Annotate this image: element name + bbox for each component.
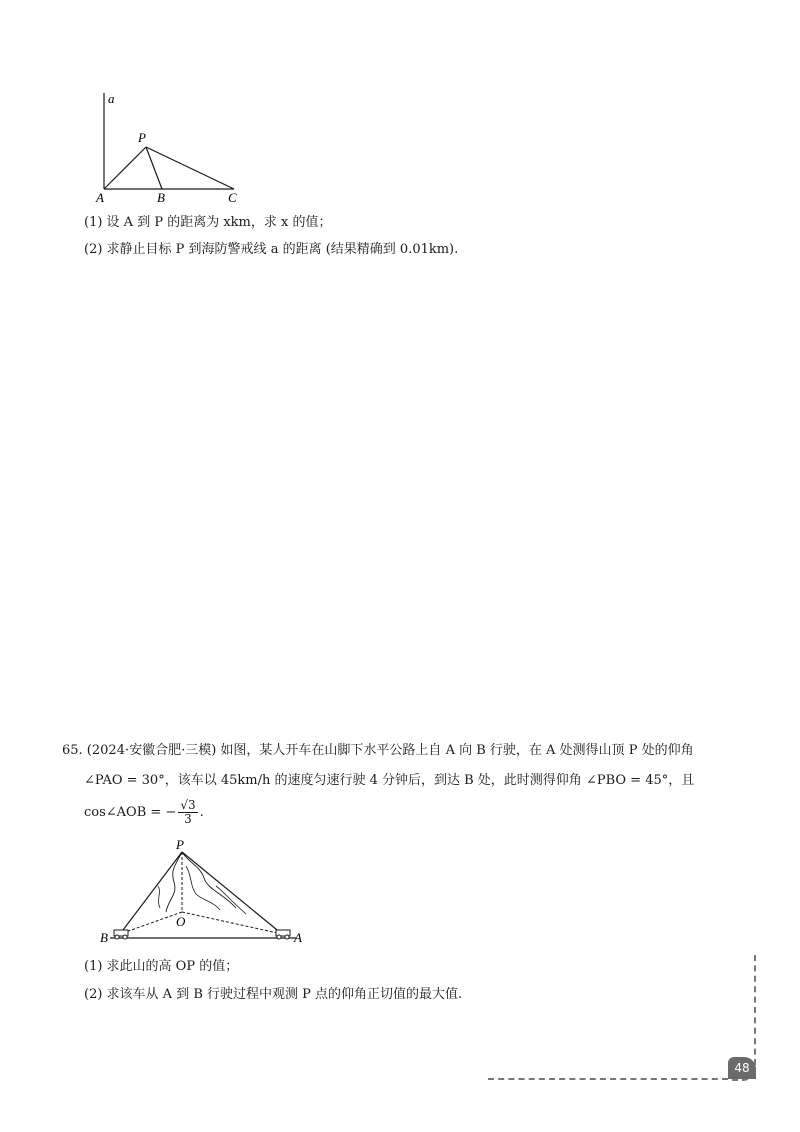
part2-question-2: (2) 求该车从 A 到 B 行驶过程中观测 P 点的仰角正切值的最大值. bbox=[84, 987, 463, 1002]
label-A: A bbox=[294, 930, 302, 945]
segment-ap bbox=[104, 147, 146, 189]
dashed-border-right bbox=[754, 955, 756, 1065]
label-B: B bbox=[157, 190, 165, 205]
figure-mountain bbox=[96, 836, 316, 951]
segment-pa bbox=[182, 852, 282, 934]
problem-65-line-3 bbox=[84, 799, 204, 826]
fraction-sqrt3-over-3 bbox=[178, 799, 197, 826]
line-end-period: . bbox=[199, 804, 204, 820]
problem-65-line-1: 65. (2024·安徽合肥·三模) 如图，某人开车在山脚下水平公路上自 A 向 B 行驶，在 A 处测得山顶 P 处的仰角 bbox=[62, 743, 694, 758]
mountain-ridge-left bbox=[166, 852, 182, 912]
cos-expression: cos∠AOB = − bbox=[84, 804, 177, 820]
label-A: A bbox=[96, 190, 104, 205]
mountain-ridge-middle bbox=[186, 866, 220, 910]
part2-question-1: (1) 求此山的高 OP 的值； bbox=[84, 959, 239, 974]
mountain-contour-right bbox=[216, 886, 246, 914]
label-a: a bbox=[108, 91, 115, 106]
dashed-border-bottom bbox=[488, 1078, 728, 1080]
label-O: O bbox=[176, 914, 186, 929]
fraction-denominator: 3 bbox=[184, 812, 192, 826]
segment-ob bbox=[120, 912, 182, 934]
label-p: P bbox=[138, 130, 146, 145]
mountain-contour-left bbox=[158, 886, 160, 908]
figure-triangle-pabc bbox=[90, 85, 250, 210]
label-P: P bbox=[176, 837, 184, 852]
page-number: 48 bbox=[728, 1057, 756, 1079]
segment-oa bbox=[182, 912, 282, 934]
label-B: B bbox=[100, 930, 108, 945]
problem-65-line-2: ∠PAO = 30°，该车以 45km/h 的速度匀速行驶 4 分钟后，到达 B 处，此时测得仰角 ∠PBO = 45°，且 bbox=[84, 773, 695, 788]
fraction-numerator: √3 bbox=[180, 798, 196, 812]
mountain-ridge-right bbox=[182, 852, 236, 908]
part1-question-1: (1) 设 A 到 P 的距离为 xkm，求 x 的值； bbox=[84, 215, 332, 230]
segment-bp bbox=[120, 852, 182, 934]
label-C: C bbox=[228, 190, 237, 205]
part1-question-2: (2) 求静止目标 P 到海防警戒线 a 的距离 (结果精确到 0.01km). bbox=[84, 242, 459, 257]
